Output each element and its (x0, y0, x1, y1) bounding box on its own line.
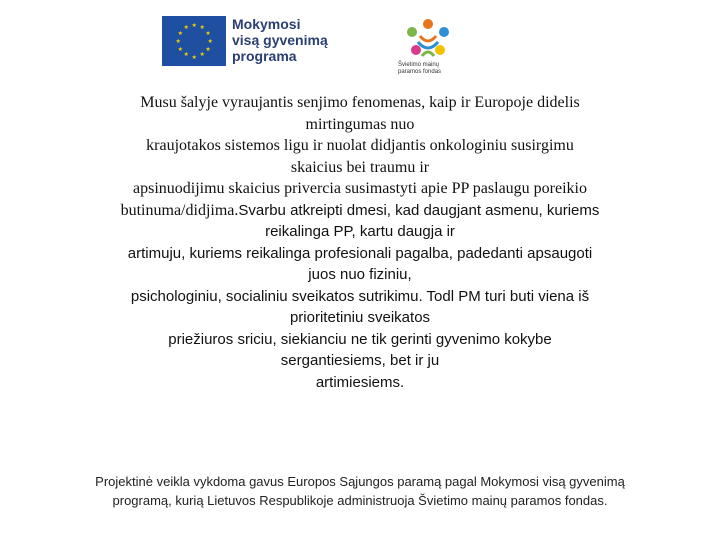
eu-flag-icon (162, 16, 226, 66)
eu-star-icon: ★ (183, 51, 189, 59)
eu-star-icon: ★ (175, 37, 181, 45)
paragraph-line: Musu šalyje vyraujantis senjimo fenomenas, kaip ir Europoje didelis (140, 94, 580, 111)
paragraph-line: priežiuros sriciu, siekianciu ne tik gerinti gyvenimo kokybe (168, 330, 552, 348)
eu-star-icon: ★ (191, 53, 197, 61)
eu-star-icon: ★ (177, 29, 184, 37)
eu-program-logo-text (232, 16, 362, 64)
main-paragraph (60, 92, 660, 393)
eu-star-icon: ★ (199, 23, 205, 31)
paragraph-line: sergantiesiems, bet ir ju (280, 352, 440, 369)
eu-logo-line: programa (232, 48, 297, 64)
paragraph-fragment: butinuma/didjima. (120, 201, 239, 219)
logo-bar (0, 12, 720, 76)
paragraph-line: mirtingumas nuo (305, 115, 415, 133)
eu-star-icon: ★ (183, 23, 189, 31)
paragraph-line: artimiesiems. (315, 373, 405, 391)
paragraph-line: skaicius bei traumu ir (290, 158, 430, 176)
sm-caption-line: Švietimo mainų (398, 62, 440, 68)
eu-star-icon: ★ (205, 45, 211, 53)
paragraph-line: artimuju, kuriems reikalinga profesionali pagalba, padedanti apsaugoti (127, 244, 593, 262)
paragraph-fragment: Svarbu atkreipti dmesi, kad daugjant asmenu, kuriems (238, 201, 600, 219)
paragraph-line: prioritetiniu sveikatos (289, 309, 431, 326)
sm-caption-line: paramos fondas (398, 69, 442, 75)
eu-logo-line: Mokymosi (232, 16, 301, 32)
eu-logo-line: visą gyvenimą (232, 32, 328, 48)
sm-logo-caption (398, 62, 468, 76)
eu-star-icon: ★ (177, 45, 184, 53)
eu-star-icon: ★ (207, 37, 213, 45)
funding-footer (40, 472, 680, 510)
eu-star-icon: ★ (191, 21, 197, 29)
paragraph-line: reikalinga PP, kartu daugja ir (265, 223, 455, 240)
eu-star-icon: ★ (205, 29, 211, 37)
paragraph-line: juos nuo fiziniu, (308, 266, 412, 283)
eu-star-icon: ★ (199, 51, 205, 59)
footer-line: programą, kurią Lietuvos Respublikoje administruoja Švietimo mainų paramos fondas. (112, 493, 608, 508)
paragraph-line: kraujotakos sistemos ligu ir nuolat didjantis onkologiniu susirgimu (146, 137, 574, 154)
paragraph-line-mixed (60, 200, 660, 222)
paragraph-line: apsinuodijimu skaicius privercia susimastyti apie PP paslaugu poreikio (132, 180, 587, 197)
paragraph-line: psichologiniu, socialiniu sveikatos sutrikimu. Todl PM turi buti viena iš (130, 287, 590, 305)
footer-line: Projektinė veikla vykdoma gavus Europos Sąjungos paramą pagal Mokymosi visą gyvenimą (95, 474, 625, 489)
